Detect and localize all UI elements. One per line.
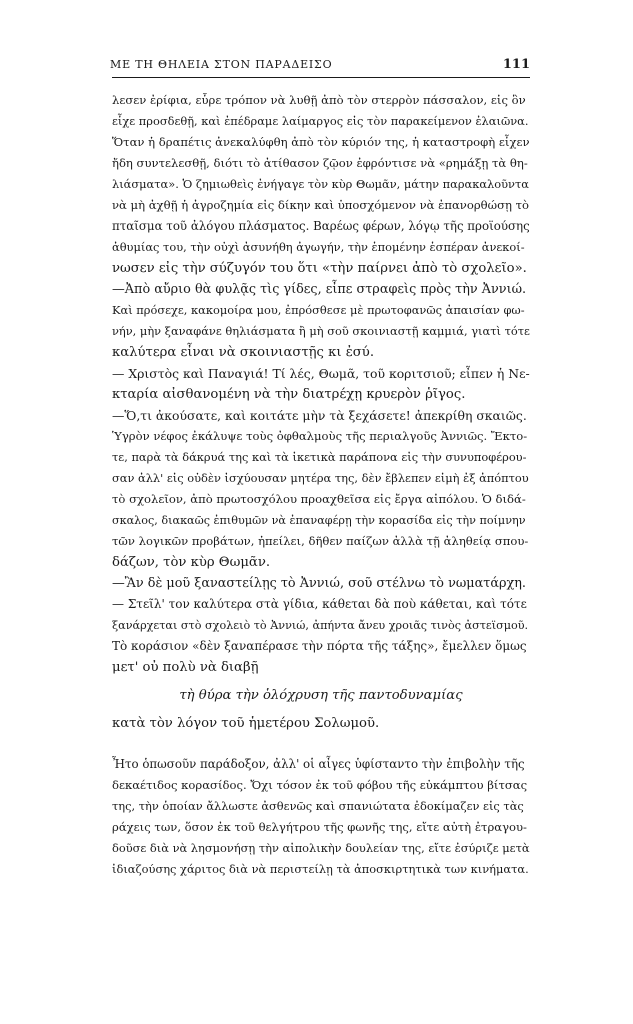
page-header (110, 58, 530, 78)
text-line: σαν ἀλλ' εἰς οὐδὲν ἰσχύουσαν μητέρα της, δὲν ἔβλεπεν εἰμὴ ἐξ ἀπόπτου (112, 471, 529, 485)
text-line: της, τὴν ὁποίαν ἄλλωστε ἀσθενῶς καὶ σπανιώτατα ἐδοκίμαζεν εἰς τὰς (112, 799, 524, 813)
spacer (112, 706, 530, 713)
text-line: ἤδη συντελεσθῇ, διότι τὸ ἀτίθασον ζῷον ἐφρόντισε νὰ «ρημάξῃ τὰ θη- (112, 156, 528, 170)
section-gap (112, 734, 530, 754)
text-line: ξανάρχεται στὸ σχολειὸ τὸ Ἀννιώ, ἀπήντα ἄνευ χροιᾶς τινὸς ἀστεϊσμοῦ. (112, 619, 529, 632)
text-block-1 (112, 90, 530, 678)
text-block-2 (112, 713, 530, 734)
text-line: δοῦσε διὰ νὰ λησμονήσῃ τὴν αἰπολικὴν δουλείαν της, εἴτε ἐσύριζε μετὰ (112, 841, 530, 855)
spacer (112, 678, 530, 685)
header-rule (112, 77, 530, 78)
running-title: ΜΕ ΤΗ ΘΗΛΕΙΑ ΣΤΟΝ ΠΑΡΑΔΕΙΣΟ (110, 58, 333, 71)
text-line: ράχεις των, ὅσον ἐκ τοῦ θελγήτρου τῆς φωνῆς της, εἴτε αὐτὴ ἐτραγου- (112, 820, 527, 834)
text-line: νήν, μὴν ξαναφάνε θηλιάσματα ἢ μὴ σοῦ σκοινιαστῇ καμμιά, γιατὶ τότε (112, 324, 530, 338)
text-line: Τὸ κοράσιον «δὲν ξαναπέρασε τὴν πόρτα τῆς τάξης», ἔμελλεν ὅμως (112, 639, 527, 653)
text-line: νὰ μὴ ἀχθῇ ἡ ἀγροζημία εἰς δίκην καὶ ὑποσχόμενον νὰ ἐπανορθώσῃ τὸ (112, 198, 530, 212)
text-line: — Στεῖλ' τον καλύτερα στὰ γίδια, κάθεται δὰ ποὺ κάθεται, καὶ τότε (112, 597, 527, 611)
text-line: Καὶ πρόσεχε, κακομοίρα μου, ἐπρόσθεσε μὲ πρωτοφανῶς ἀπαισίαν φω- (112, 303, 525, 317)
text-line: εἶχε προσδεθῇ, καὶ ἐπέδραμε λαίμαργος εἰς τὸν παρακείμενον ἐλαιῶνα. (112, 114, 529, 128)
text-line: — Χριστὸς καὶ Παναγιά! Τί λές, Θωμᾶ, τοῦ κοριτσιοῦ; εἶπεν ἡ Νε- (112, 366, 530, 381)
text-line: Ὅταν ἡ δραπέτις ἀνεκαλύφθη ἀπὸ τὸν κύριόν της, ἡ καταστροφὴ εἶχεν (112, 135, 530, 149)
text-line: σκαλος, διακαῶς ἐπιθυμῶν νὰ ἐπαναφέρῃ τὴν κορασίδα εἰς τὴν ποίμνην (112, 514, 526, 527)
text-line: λιάσματα». Ὁ ζημιωθεὶς ἐνήγαγε τὸν κὺρ Θωμᾶν, μάτην παρακαλοῦντα (112, 177, 529, 191)
text-line: ἀθυμίας του, τὴν οὐχὶ ἀσυνήθη ἀγωγήν, τὴν ἑπομένην ἑσπέραν ἀνεκοί- (112, 240, 525, 254)
text-line: —Ὅ,τι ἀκούσατε, καὶ κοιτάτε μὴν τὰ ξεχάσετε! ἀπεκρίθη σκαιῶς. (112, 408, 527, 423)
text-block-3 (112, 754, 530, 880)
text-line: δεκαέτιδος κορασίδος. Ὄχι τόσον ἐκ τοῦ φόβου τῆς εὐκάμπτου βίτσας (112, 778, 528, 792)
text-line: μετ' οὐ πολὺ νὰ διαβῇ (112, 660, 259, 675)
page-number: 111 (502, 57, 530, 72)
quote-line: τὴ θύρα τὴν ὁλόχρυση τῆς παντοδυναμίας (179, 688, 463, 703)
text-line: τε, παρὰ τὰ δάκρυά της καὶ τὰ ἱκετικὰ παράπονα εἰς τὴν συνυποφέρου- (112, 450, 527, 464)
text-line: —Ἂν δὲ μοῦ ξαναστείλῃς τὸ Ἀννιώ, σοῦ στέλνω τὸ νωματάρχη. (112, 576, 526, 591)
text-line: Ἦτο ὁπωσοῦν παράδοξον, ἀλλ' οἱ αἶγες ὑφίσταντο τὴν ἐπιβολὴν τῆς (112, 757, 525, 771)
text-line: τὸ σχολεῖον, ἀπὸ πρωτοσχόλου προαχθεῖσα εἰς ἔργα αἰπόλου. Ὁ διδά- (112, 492, 526, 506)
text-line: —Ἀπὸ αὔριο θὰ φυλᾷς τὶς γίδες, εἶπε στραφεὶς πρὸς τὴν Ἀννιώ. (112, 282, 527, 297)
text-line: τῶν λογικῶν προβάτων, ἠπείλει, δῆθεν παίζων ἀλλὰ τῇ ἀληθείᾳ σπου- (112, 534, 529, 548)
text-line: κταρία αἰσθανομένη νὰ τὴν διατρέχῃ κρυερὸν ῥῖγος. (112, 387, 466, 402)
text-line: ἰδιαζούσης χάριτος διὰ νὰ περιστείλῃ τὰ ἀποσκιρτητικὰ των κινήματα. (112, 862, 529, 876)
text-line: κατὰ τὸν λόγον τοῦ ἡμετέρου Σολωμοῦ. (112, 716, 380, 731)
body-text (112, 90, 530, 880)
text-line: λεσεν ἐρίφια, εὗρε τρόπον νὰ λυθῇ ἀπὸ τὸν στερρὸν πάσσαλον, εἰς ὃν (112, 93, 526, 107)
text-line: νωσεν εἰς τὴν σύζυγόν του ὅτι «τὴν παίρνει ἀπὸ τὸ σχολεῖο». (112, 261, 527, 276)
text-line: καλύτερα εἶναι νὰ σκοινιαστῇς κι ἐσύ. (112, 345, 375, 360)
text-line: δάζων, τὸν κὺρ Θωμᾶν. (112, 555, 271, 570)
text-line: Ὑγρὸν νέφος ἐκάλυψε τοὺς ὀφθαλμοὺς τῆς περιαλγοῦς Ἀννιῶς. Ἔκτο- (112, 429, 528, 443)
text-line: πταῖσμα τοῦ ἀλόγου πλάσματος. Βαρέως φέρων, λόγῳ τῆς προϊούσης (112, 219, 530, 233)
